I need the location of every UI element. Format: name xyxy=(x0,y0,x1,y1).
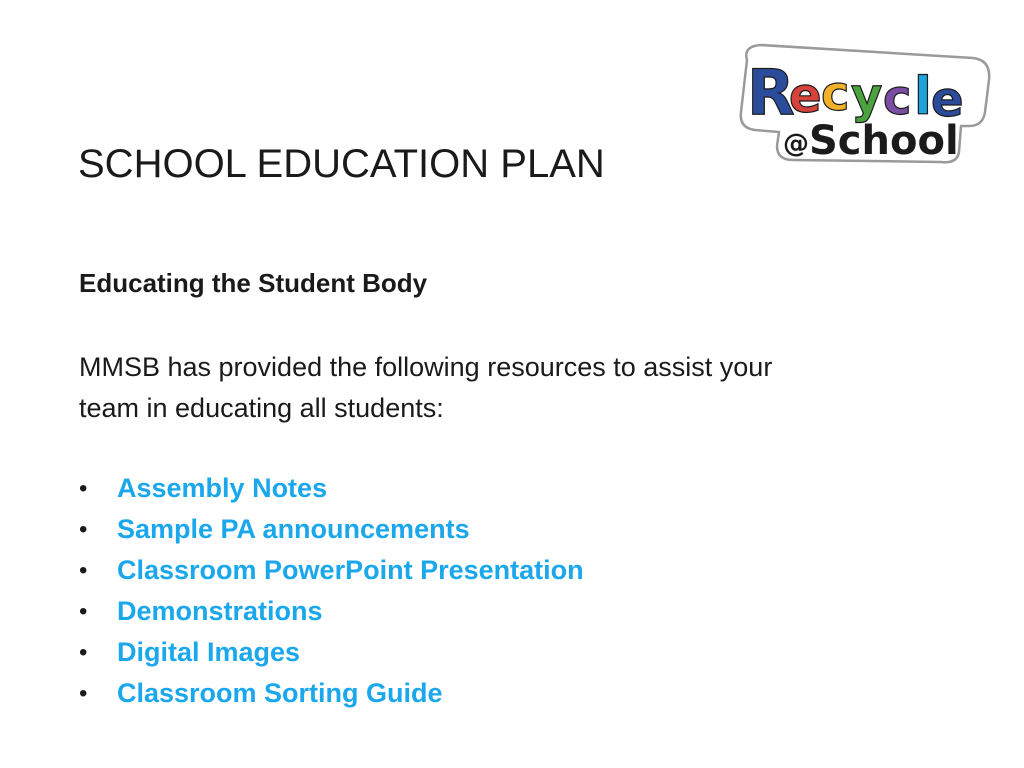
bullet-icon: • xyxy=(79,680,88,707)
demonstrations-link[interactable]: Demonstrations xyxy=(117,596,323,626)
intro-line: team in educating all students: xyxy=(79,393,444,423)
classroom-powerpoint-link[interactable]: Classroom PowerPoint Presentation xyxy=(117,555,584,585)
sample-pa-announcements-link[interactable]: Sample PA announcements xyxy=(117,514,470,544)
bullet-icon: • xyxy=(79,516,88,543)
slide-subtitle: Educating the Student Body xyxy=(79,268,428,298)
intro-line: MMSB has provided the following resources to assist your xyxy=(79,352,773,382)
logo-school-word: School xyxy=(809,118,959,164)
bullet-icon: • xyxy=(79,475,88,502)
logo-letter: c xyxy=(821,66,850,122)
digital-images-link[interactable]: Digital Images xyxy=(117,637,301,667)
logo-letter: R xyxy=(747,56,795,129)
logo-letter: e xyxy=(931,72,964,128)
assembly-notes-link[interactable]: Assembly Notes xyxy=(117,473,328,503)
logo-letter: e xyxy=(789,68,822,124)
bullet-icon: • xyxy=(79,639,88,666)
intro-paragraph xyxy=(79,347,899,429)
classroom-sorting-guide-link[interactable]: Classroom Sorting Guide xyxy=(117,678,443,708)
logo-letter: l xyxy=(914,67,932,127)
logo-letter: c xyxy=(883,70,912,126)
bullet-icon: • xyxy=(79,557,88,584)
logo-at-symbol: @ xyxy=(783,129,809,159)
logo-letter: y xyxy=(851,68,883,124)
bullet-icon: • xyxy=(79,598,88,625)
slide-title: SCHOOL EDUCATION PLAN xyxy=(78,142,605,186)
recycle-at-school-logo xyxy=(733,40,995,168)
